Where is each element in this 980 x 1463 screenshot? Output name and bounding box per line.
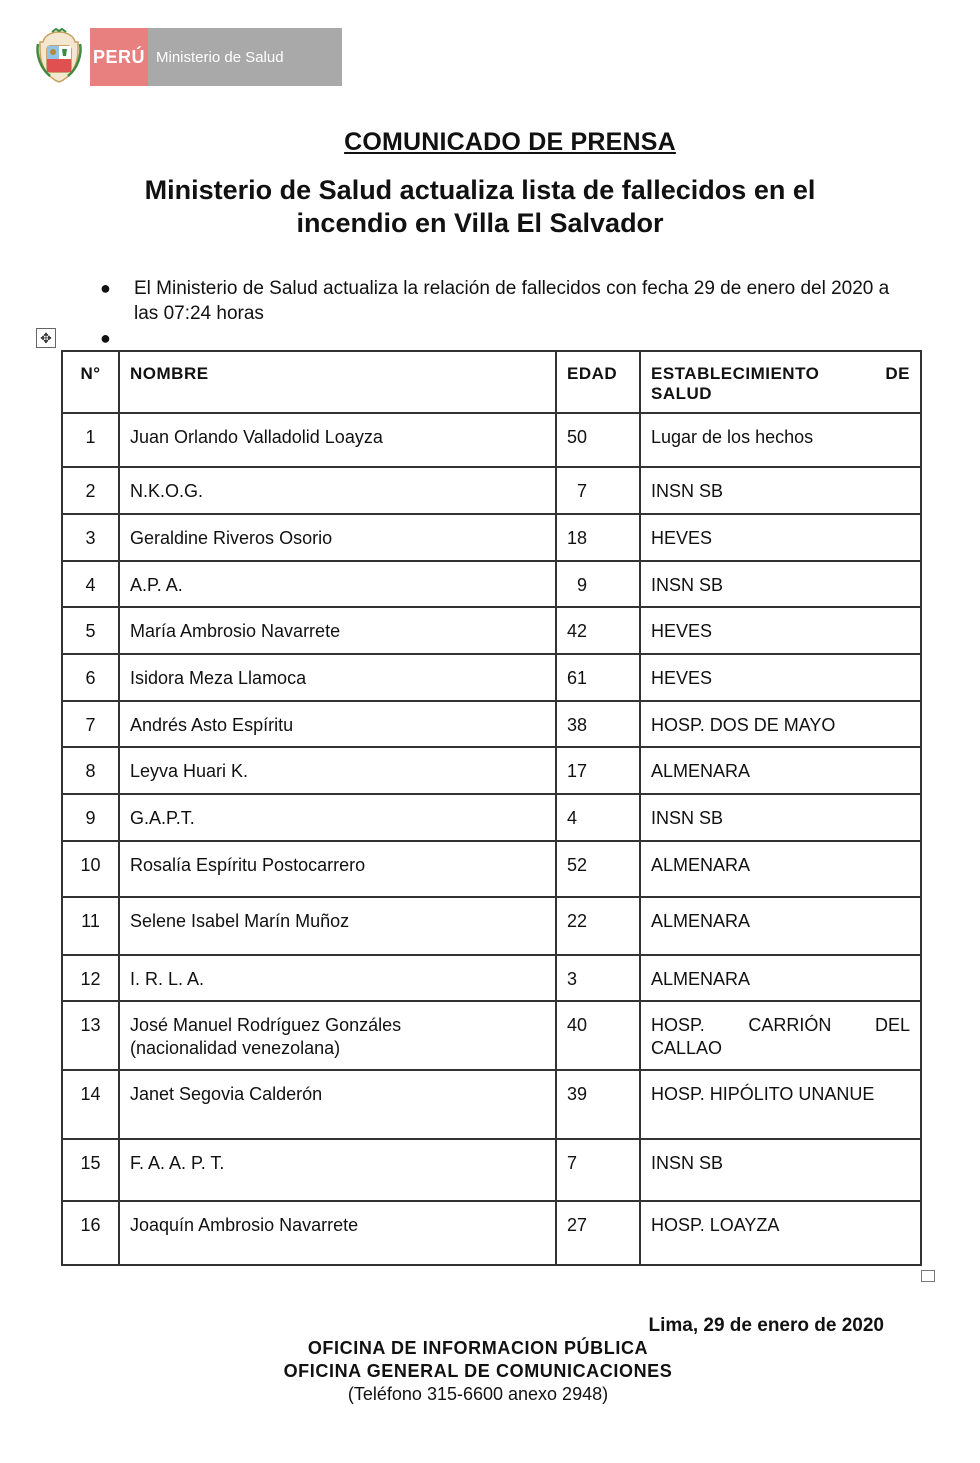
footer-office (0, 1337, 956, 1383)
cell-num: 12 (62, 955, 119, 1001)
cell-num: 4 (62, 561, 119, 607)
ministry-label: Ministerio de Salud (148, 28, 342, 86)
cell-name: Joaquín Ambrosio Navarrete (119, 1201, 556, 1265)
cell-num: 5 (62, 607, 119, 654)
cell-age: 52 (556, 841, 640, 897)
victims-table (61, 350, 922, 1266)
cell-establishment: ALMENARA (640, 897, 921, 955)
cell-establishment: INSN SB (640, 1139, 921, 1201)
cell-age: 61 (556, 654, 640, 701)
table-row (62, 747, 921, 794)
cell-num: 15 (62, 1139, 119, 1201)
headline (90, 174, 870, 240)
table-row (62, 841, 921, 897)
table-row (62, 955, 921, 1001)
cell-establishment-line-1: HOSP. CARRIÓN DEL (651, 1015, 910, 1035)
cell-age: 40 (556, 1001, 640, 1070)
cell-name: Andrés Asto Espíritu (119, 701, 556, 747)
cell-num: 11 (62, 897, 119, 955)
cell-establishment-line-2: CALLAO (651, 1038, 723, 1058)
list-item (100, 276, 900, 326)
footer-phone: (Teléfono 315-6600 anexo 2948) (347, 1384, 609, 1404)
peru-coat-of-arms-icon (34, 28, 84, 86)
cell-name: G.A.P.T. (119, 794, 556, 841)
cell-num: 1 (62, 413, 119, 467)
cell-num: 13 (62, 1001, 119, 1070)
cell-age: 7 (556, 1139, 640, 1201)
cell-establishment: HEVES (640, 514, 921, 561)
headline-line-1: Ministerio de Salud actualiza lista de fallecidos en el (144, 175, 816, 205)
cell-establishment: INSN SB (640, 794, 921, 841)
cell-establishment: ALMENARA (640, 955, 921, 1001)
cell-num: 14 (62, 1070, 119, 1139)
header-establishment-word2: DE (885, 364, 910, 383)
header-establishment (640, 351, 921, 413)
cell-age: 18 (556, 514, 640, 561)
cell-establishment: ALMENARA (640, 747, 921, 794)
cell-name: Leyva Huari K. (119, 747, 556, 794)
cell-establishment: INSN SB (640, 467, 921, 514)
cell-establishment: HEVES (640, 607, 921, 654)
cell-name: F. A. A. P. T. (119, 1139, 556, 1201)
cell-establishment (640, 1001, 921, 1070)
cell-establishment: ALMENARA (640, 841, 921, 897)
peru-label: PERÚ (90, 28, 148, 86)
cell-age: 42 (556, 607, 640, 654)
table-row (62, 514, 921, 561)
cell-age: 4 (556, 794, 640, 841)
table-row (62, 1201, 921, 1265)
cell-age: 22 (556, 897, 640, 955)
cell-age: 9 (556, 561, 640, 607)
list-item (100, 326, 900, 351)
table-row (62, 1139, 921, 1201)
table-row (62, 413, 921, 467)
cell-num: 9 (62, 794, 119, 841)
table-row (62, 897, 921, 955)
cell-name: María Ambrosio Navarrete (119, 607, 556, 654)
cell-age: 17 (556, 747, 640, 794)
table-header-row (62, 351, 921, 413)
footer-office-line-2: OFICINA GENERAL DE COMUNICACIONES (283, 1361, 673, 1381)
table-row (62, 561, 921, 607)
header-name: NOMBRE (119, 351, 556, 413)
cell-name: Janet Segovia Calderón (119, 1070, 556, 1139)
header-establishment-word3: SALUD (651, 384, 713, 403)
cell-name: Geraldine Riveros Osorio (119, 514, 556, 561)
table-row (62, 794, 921, 841)
table-resize-handle-icon[interactable] (921, 1270, 935, 1282)
footer-date: Lima, 29 de enero de 2020 (648, 1315, 884, 1336)
bullet-icon: ● (100, 278, 111, 298)
cell-num: 2 (62, 467, 119, 514)
cell-age: 39 (556, 1070, 640, 1139)
cell-name: N.K.O.G. (119, 467, 556, 514)
cell-name (119, 1001, 556, 1070)
cell-num: 3 (62, 514, 119, 561)
cell-name: I. R. L. A. (119, 955, 556, 1001)
cell-establishment: INSN SB (640, 561, 921, 607)
cell-establishment: HEVES (640, 654, 921, 701)
bullet-icon: ● (100, 328, 111, 348)
footer-office-line-1: OFICINA DE INFORMACION PÚBLICA (307, 1338, 649, 1358)
cell-age: 38 (556, 701, 640, 747)
cell-age: 3 (556, 955, 640, 1001)
cell-name: Isidora Meza Llamoca (119, 654, 556, 701)
header-num: N° (62, 351, 119, 413)
ministry-logo (34, 28, 342, 86)
cell-name: Rosalía Espíritu Postocarrero (119, 841, 556, 897)
cell-establishment: HOSP. HIPÓLITO UNANUE (640, 1070, 921, 1139)
cell-name: Selene Isabel Marín Muñoz (119, 897, 556, 955)
table-move-handle-icon[interactable]: ✥ (36, 328, 56, 348)
bullet-text: El Ministerio de Salud actualiza la relación de fallecidos con fecha 29 de enero del 2020 a las 07:24 horas (134, 278, 890, 324)
cell-establishment: HOSP. DOS DE MAYO (640, 701, 921, 747)
table-row (62, 1001, 921, 1070)
cell-num: 7 (62, 701, 119, 747)
table-row (62, 654, 921, 701)
header-age: EDAD (556, 351, 640, 413)
press-release-title: COMUNICADO DE PRENSA (344, 128, 676, 156)
cell-name-line-1: José Manuel Rodríguez Gonzáles (130, 1015, 402, 1035)
cell-establishment: Lugar de los hechos (640, 413, 921, 467)
cell-num: 10 (62, 841, 119, 897)
table-row (62, 467, 921, 514)
headline-line-2: incendio en Villa El Salvador (296, 208, 664, 238)
bullet-text (134, 326, 900, 351)
cell-num: 8 (62, 747, 119, 794)
cell-establishment: HOSP. LOAYZA (640, 1201, 921, 1265)
cell-name: Juan Orlando Valladolid Loayza (119, 413, 556, 467)
table-row (62, 607, 921, 654)
cell-name: A.P. A. (119, 561, 556, 607)
header-establishment-word1: ESTABLECIMIENTO (651, 364, 820, 383)
cell-num: 6 (62, 654, 119, 701)
bullet-list (100, 276, 900, 351)
cell-name-line-2: (nacionalidad venezolana) (130, 1038, 341, 1058)
table-row (62, 701, 921, 747)
cell-age: 27 (556, 1201, 640, 1265)
cell-age: 50 (556, 413, 640, 467)
cell-age: 7 (556, 467, 640, 514)
cell-num: 16 (62, 1201, 119, 1265)
table-row (62, 1070, 921, 1139)
